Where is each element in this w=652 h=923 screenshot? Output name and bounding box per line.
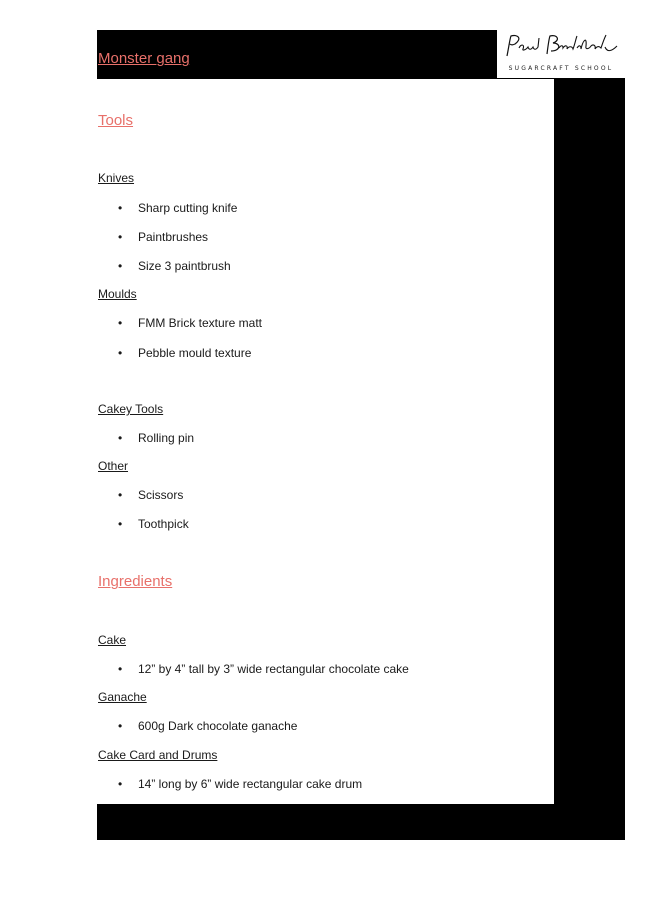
subheading-knives: Knives [98, 171, 135, 185]
list-item: • Paintbrushes [138, 230, 208, 244]
list-item: • Toothpick [138, 517, 189, 531]
document-title: Monster gang [98, 50, 190, 67]
list-item: • 600g Dark chocolate ganache [138, 719, 297, 733]
logo-tagline: SUGARCRAFT SCHOOL [508, 65, 614, 72]
list-item: • Pebble mould texture [138, 346, 251, 360]
list-item: • 12” by 4” tall by 3” wide rectangular chocolate cake [138, 662, 409, 676]
subheading-cake-card-and-drums: Cake Card and Drums [98, 748, 218, 762]
subheading-moulds: Moulds [98, 287, 137, 301]
list-item: • Rolling pin [138, 431, 194, 445]
subheading-cake: Cake [98, 633, 127, 647]
list-item: • Scissors [138, 488, 183, 502]
section-heading-ingredients: Ingredients [98, 573, 173, 590]
signature-logo-graphic [501, 32, 621, 62]
list-item: • Sharp cutting knife [138, 201, 237, 215]
list-item: • Size 3 paintbrush [138, 259, 231, 273]
subheading-cakey-tools: Cakey Tools [98, 402, 164, 416]
subheading-ganache: Ganache [98, 690, 147, 704]
list-item: • 14” long by 6” wide rectangular cake drum [138, 777, 362, 791]
section-heading-tools: Tools [98, 112, 134, 129]
school-logo [497, 30, 625, 78]
list-item: • FMM Brick texture matt [138, 316, 262, 330]
subheading-other: Other [98, 459, 129, 473]
